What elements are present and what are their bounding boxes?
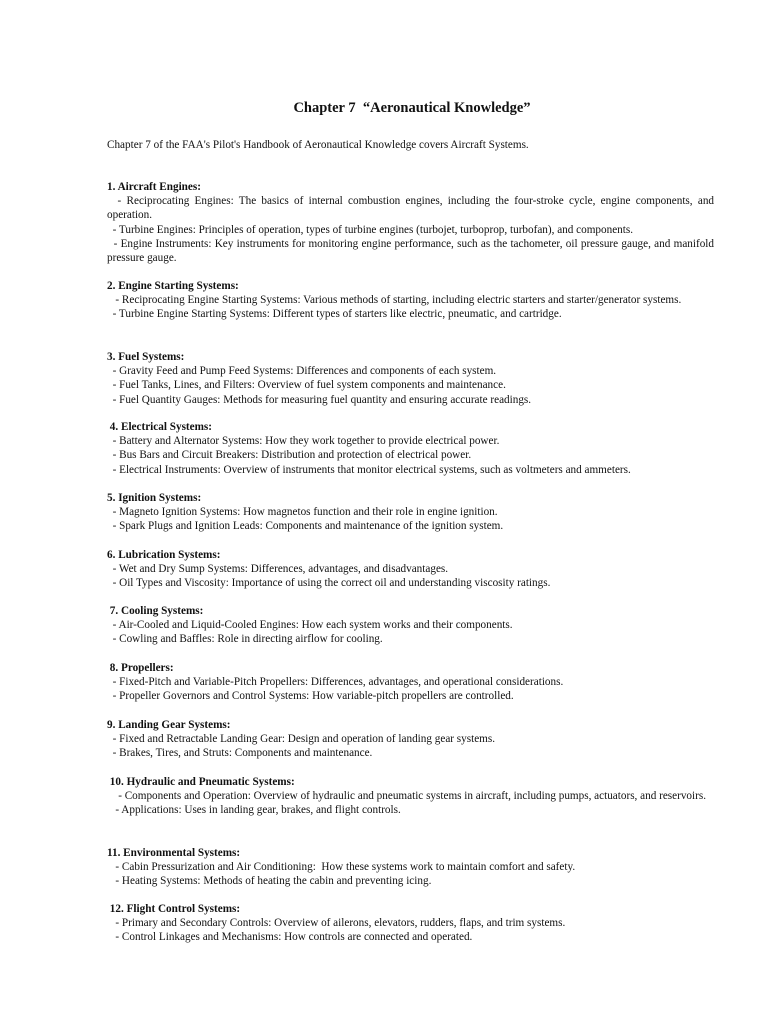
list-item: - Primary and Secondary Controls: Overview of ailerons, elevators, rudders, flaps, and trim systems.: [107, 917, 566, 930]
section-propellers: [107, 661, 714, 704]
section-flight-control-systems: [107, 902, 714, 945]
list-item: - Turbine Engines: Principles of operation, types of turbine engines (turbojet, turboprop, turbofan), and components.: [107, 223, 634, 236]
list-item: - Oil Types and Viscosity: Importance of using the correct oil and understanding viscosity ratings.: [107, 577, 551, 590]
list-item: - Fixed-Pitch and Variable-Pitch Propellers: Differences, advantages, and operational considerations.: [107, 676, 564, 689]
list-item: - Air-Cooled and Liquid-Cooled Engines: How each system works and their components.: [107, 619, 513, 632]
chapter-title: Chapter 7 “Aeronautical Knowledge”: [293, 100, 531, 116]
section-heading: 11. Environmental Systems:: [107, 847, 241, 859]
list-item: - Brakes, Tires, and Struts: Components and maintenance.: [107, 747, 373, 760]
list-item: - Control Linkages and Mechanisms: How controls are connected and operated.: [107, 931, 473, 944]
section-heading: 1. Aircraft Engines:: [107, 181, 201, 193]
section-heading: 5. Ignition Systems:: [107, 492, 202, 504]
list-item: - Magneto Ignition Systems: How magnetos function and their role in engine ignition.: [107, 506, 498, 519]
list-item: - Wet and Dry Sump Systems: Differences, advantages, and disadvantages.: [107, 563, 449, 576]
section-heading: 7. Cooling Systems:: [107, 605, 204, 617]
list-item: - Spark Plugs and Ignition Leads: Components and maintenance of the ignition system.: [107, 520, 504, 533]
section-landing-gear-systems: [107, 718, 714, 761]
list-item: - Turbine Engine Starting Systems: Different types of starters like electric, pneumatic, and cartridge.: [107, 308, 562, 321]
section-fuel-systems: [107, 350, 714, 407]
list-item: - Engine Instruments: Key instruments for monitoring engine performance, such as the tachometer, oil pressure gauge, and manifold pressure gauge.: [107, 237, 717, 265]
list-item: - Propeller Governors and Control Systems: How variable-pitch propellers are controlled.: [107, 690, 514, 703]
section-electrical-systems: [107, 420, 714, 477]
list-item: - Battery and Alternator Systems: How they work together to provide electrical power.: [107, 435, 500, 448]
list-item: - Fuel Quantity Gauges: Methods for measuring fuel quantity and ensuring accurate readings.: [107, 393, 532, 406]
list-item: - Electrical Instruments: Overview of instruments that monitor electrical systems, such as voltmeters and ammeters.: [107, 463, 631, 476]
list-item: - Reciprocating Engines: The basics of internal combustion engines, including the four-stroke cycle, engine components, and operation.: [107, 195, 717, 222]
section-cooling-systems: [107, 604, 714, 647]
list-item: - Cabin Pressurization and Air Conditioning: How these systems work to maintain comfort and safety.: [107, 861, 576, 874]
section-ignition-systems: [107, 491, 714, 534]
list-item: - Cowling and Baffles: Role in directing airflow for cooling.: [107, 633, 383, 646]
section-heading: 9. Landing Gear Systems:: [107, 719, 231, 731]
section-environmental-systems: [107, 846, 714, 889]
section-hydraulic-pneumatic-systems: [107, 775, 714, 818]
section-lubrication-systems: [107, 548, 714, 591]
list-item: - Gravity Feed and Pump Feed Systems: Differences and components of each system.: [107, 365, 497, 378]
section-heading: 8. Propellers:: [107, 662, 174, 674]
section-heading: 3. Fuel Systems:: [107, 351, 185, 363]
section-engine-starting-systems: [107, 279, 714, 322]
section-heading: 10. Hydraulic and Pneumatic Systems:: [107, 776, 295, 788]
list-item: - Fuel Tanks, Lines, and Filters: Overview of fuel system components and maintenance.: [107, 379, 506, 392]
section-heading: 4. Electrical Systems:: [107, 421, 213, 433]
list-item: - Components and Operation: Overview of hydraulic and pneumatic systems in aircraft, including pumps, actuators, and reservoirs.: [107, 790, 706, 803]
list-item: - Bus Bars and Circuit Breakers: Distribution and protection of electrical power.: [107, 449, 472, 462]
intro-paragraph: Chapter 7 of the FAA's Pilot's Handbook of Aeronautical Knowledge covers Aircraft Systems.: [107, 139, 529, 151]
list-item: - Fixed and Retractable Landing Gear: Design and operation of landing gear systems.: [107, 733, 496, 746]
list-item: - Heating Systems: Methods of heating the cabin and preventing icing.: [107, 875, 432, 888]
section-heading: 2. Engine Starting Systems:: [107, 280, 239, 292]
section-heading: 6. Lubrication Systems:: [107, 549, 221, 561]
list-item: - Reciprocating Engine Starting Systems: Various methods of starting, including electric starters and starter/generator systems.: [107, 294, 682, 307]
section-heading: 12. Flight Control Systems:: [107, 903, 241, 915]
section-aircraft-engines: [107, 180, 717, 265]
list-item: - Applications: Uses in landing gear, brakes, and flight controls.: [107, 804, 401, 817]
